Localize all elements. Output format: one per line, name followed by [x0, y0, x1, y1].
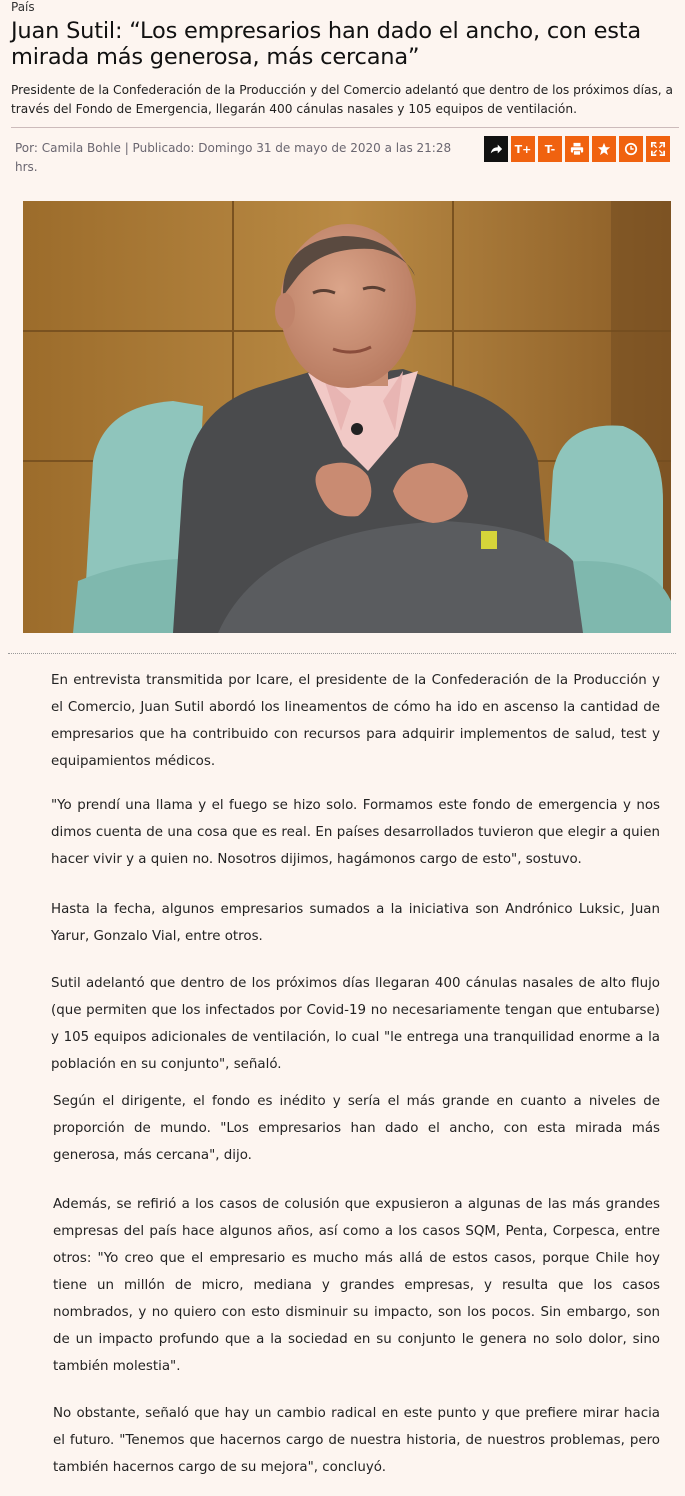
- font-increase-button[interactable]: T+: [511, 136, 535, 162]
- body-paragraph: Además, se refirió a los casos de colusión que expusieron a algunas de las más grandes empresas del país hace algunos años, así como a los casos SQM, Penta, Corpesca, entre otros: "Yo creo que el empresario es mucho más allá de estos casos, porque Chile hoy tiene un millón de micro, mediana y grandes empresas, y resulta que los casos nombrados, y no quiero con esto disminuir su impacto, son los pocos. Sin embargo, son de un impacto profundo que a la sociedad en su conjunto le genera no solo dolor, sino también molestia".: [53, 1197, 660, 1374]
- share-button[interactable]: [484, 136, 508, 162]
- article-body: [6, 660, 678, 1496]
- body-paragraph: Hasta la fecha, algunos empresarios sumados a la iniciativa son Andrónico Luksic, Juan Yarur, Gonzalo Vial, entre otros.: [51, 902, 660, 944]
- read-later-button[interactable]: [619, 136, 643, 162]
- print-icon: [570, 142, 584, 156]
- body-paragraph: No obstante, señaló que hay un cambio radical en este punto y que prefiere mirar hacia el futuro. "Tenemos que hacernos cargo de nuestra historia, de nuestros problemas, pero también hacernos cargo de su mejora", concluyó.: [53, 1406, 660, 1475]
- share-icon: [489, 142, 503, 156]
- favorite-button[interactable]: [592, 136, 616, 162]
- interview-photo: [23, 201, 671, 633]
- body-paragraph: Sutil adelantó que dentro de los próximos días llegaran 400 cánulas nasales de alto flujo (que permiten que los infectados por Covid-19 no necesariamente tengan que entubarse) y 105 equipos adicionales de ventilación, lo cual "le entrega una tranquilidad enorme a la población en su conjunto", señaló.: [51, 976, 660, 1072]
- article-toolbar: [484, 136, 670, 162]
- divider: [11, 127, 679, 128]
- body-paragraph: "Yo prendí una llama y el fuego se hizo solo. Formamos este fondo de emergencia y nos dimos cuenta de una cosa que es real. En países desarrollados tuvieron que elegir a quien hacer vivir y a quien no. Nosotros dijimos, hagámonos cargo de esto", sostuvo.: [51, 798, 660, 867]
- clock-icon: [624, 142, 638, 156]
- fullscreen-button[interactable]: [646, 136, 670, 162]
- article-lead: Presidente de la Confederación de la Producción y del Comercio adelantó que dentro de los próximos días, a través del Fondo de Emergencia, llegarán 400 cánulas nasales y 105 equipos de ventilación.: [11, 83, 674, 116]
- article-headline: Juan Sutil: “Los empresarios han dado el ancho, con esta mirada más generosa, más cercana”: [11, 18, 641, 70]
- divider: [8, 653, 676, 654]
- print-button[interactable]: [565, 136, 589, 162]
- star-icon: [597, 142, 611, 156]
- section-label[interactable]: País: [11, 0, 35, 14]
- byline: Por: Camila Bohle | Publicado: Domingo 31 de mayo de 2020 a las 21:28 hrs.: [15, 141, 452, 174]
- expand-icon: [651, 142, 665, 156]
- body-paragraph: En entrevista transmitida por Icare, el presidente de la Confederación de la Producción y el Comercio, Juan Sutil abordó los lineamentos de cómo ha ido en ascenso la cantidad de empresarios que ha contribuido con recursos para adquirir implementos de salud, test y equipamientos médicos.: [51, 673, 660, 769]
- body-paragraph: Según el dirigente, el fondo es inédito y sería el más grande en cuanto a niveles de proporción de mundo. "Los empresarios han dado el ancho, con esta mirada más generosa, más cercana", dijo.: [53, 1094, 660, 1163]
- font-decrease-button[interactable]: T-: [538, 136, 562, 162]
- article-photo: [23, 201, 671, 633]
